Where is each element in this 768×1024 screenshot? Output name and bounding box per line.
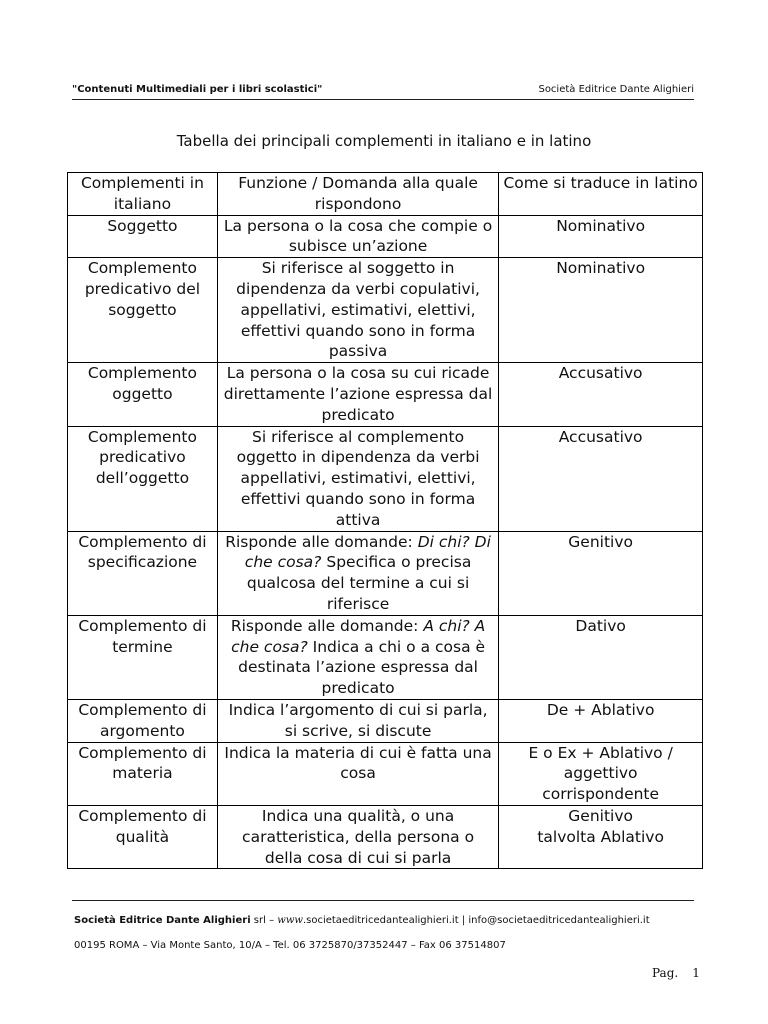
table-header-row — [68, 173, 703, 216]
table-row — [68, 805, 703, 868]
complements-table — [67, 172, 703, 869]
footer-site-email: .societaeditricedantealighieri.it | info@societaeditricedantealighieri.it — [302, 915, 650, 926]
table-row — [68, 742, 703, 805]
complement-function-cell — [217, 363, 498, 426]
complement-name-cell: Complemento di specificazione — [68, 531, 218, 615]
table-row — [68, 363, 703, 426]
column-header-function: Funzione / Domanda alla quale rispondono — [217, 173, 498, 216]
page-title: Tabella dei principali complementi in italiano e in latino — [176, 132, 592, 150]
complement-function-cell — [217, 615, 498, 699]
table-row — [68, 258, 703, 363]
function-question-text: Di chi? Di che cosa? — [244, 532, 491, 572]
footer-company-name: Società Editrice Dante Alighieri — [74, 915, 251, 926]
header-right-text: Società Editrice Dante Alighieri — [538, 84, 694, 95]
latin-translation-cell: Accusativo — [499, 363, 703, 426]
page-header — [72, 84, 694, 100]
function-text: Indica una qualità, o una caratteristica, della persona o della cosa di cui si parla — [242, 806, 475, 867]
latin-translation-cell: Accusativo — [499, 426, 703, 531]
table-row — [68, 615, 703, 699]
complement-function-cell — [217, 699, 498, 742]
latin-translation-cell: Genitivo talvolta Ablativo — [499, 805, 703, 868]
function-text: Risponde alle domande: — [230, 616, 424, 635]
table-row — [68, 215, 703, 258]
table-row — [68, 531, 703, 615]
table-body — [68, 215, 703, 869]
complement-name-cell: Complemento predicativo del soggetto — [68, 258, 218, 363]
column-header-latin: Come si traduce in latino — [499, 173, 703, 216]
complement-name-cell: Complemento di termine — [68, 615, 218, 699]
footer-srl: srl – — [250, 915, 278, 926]
page-label: Pag. — [652, 966, 679, 980]
complement-function-cell — [217, 215, 498, 258]
function-text: Si riferisce al soggetto in dipendenza da verbi copulativi, appellativi, estimativi, elettivi, effettivi quando sono in forma passiva — [236, 259, 480, 361]
function-text: Indica a chi o a cosa è destinata l’azione espressa dal predicato — [238, 637, 486, 698]
complement-function-cell — [217, 805, 498, 868]
complement-name-cell: Soggetto — [68, 215, 218, 258]
complement-function-cell — [217, 531, 498, 615]
footer-www: www — [277, 915, 303, 926]
complement-name-cell: Complemento oggetto — [68, 363, 218, 426]
table-row — [68, 699, 703, 742]
function-text: Si riferisce al complemento oggetto in dipendenza da verbi appellativi, estimativi, elettivi, effettivi quando sono in forma attiva — [236, 427, 480, 529]
footer-address: 00195 ROMA – Via Monte Santo, 10/A – Tel. 06 3725870/37352447 – Fax 06 37514807 — [74, 940, 506, 951]
function-text: Indica l’argomento di cui si parla, si scrive, si discute — [228, 700, 488, 740]
footer-company-line — [74, 915, 696, 926]
function-text: La persona o la cosa su cui ricade direttamente l’azione espressa dal predicato — [223, 364, 493, 424]
function-question-text: A chi? A che cosa? — [231, 616, 486, 656]
function-text: Specifica o precisa qualcosa del termine a cui si riferisce — [246, 553, 472, 613]
function-text: La persona o la cosa che compie o subisce un’azione — [223, 216, 493, 256]
latin-translation-cell: De + Ablativo — [499, 699, 703, 742]
complement-function-cell — [217, 742, 498, 805]
complement-name-cell: Complemento di materia — [68, 742, 218, 805]
function-text: Risponde alle domande: — [225, 532, 418, 551]
column-header-italian: Complementi in italiano — [68, 173, 218, 216]
page-number — [652, 966, 700, 980]
complement-function-cell — [217, 426, 498, 531]
page-number-value: 1 — [692, 966, 700, 980]
complement-name-cell: Complemento di argomento — [68, 699, 218, 742]
complement-name-cell: Complemento di qualità — [68, 805, 218, 868]
latin-translation-cell: Genitivo — [499, 531, 703, 615]
table-row — [68, 426, 703, 531]
footer-divider — [72, 900, 694, 901]
latin-translation-cell: Nominativo — [499, 258, 703, 363]
complement-function-cell — [217, 258, 498, 363]
complement-name-cell: Complemento predicativo dell’oggetto — [68, 426, 218, 531]
latin-translation-cell: Dativo — [499, 615, 703, 699]
latin-translation-cell: Nominativo — [499, 215, 703, 258]
function-text: Indica la materia di cui è fatta una cosa — [224, 743, 492, 783]
header-left-text: "Contenuti Multimediali per i libri scolastici" — [72, 84, 323, 95]
latin-translation-cell: E o Ex + Ablativo / aggettivo corrispondente — [499, 742, 703, 805]
